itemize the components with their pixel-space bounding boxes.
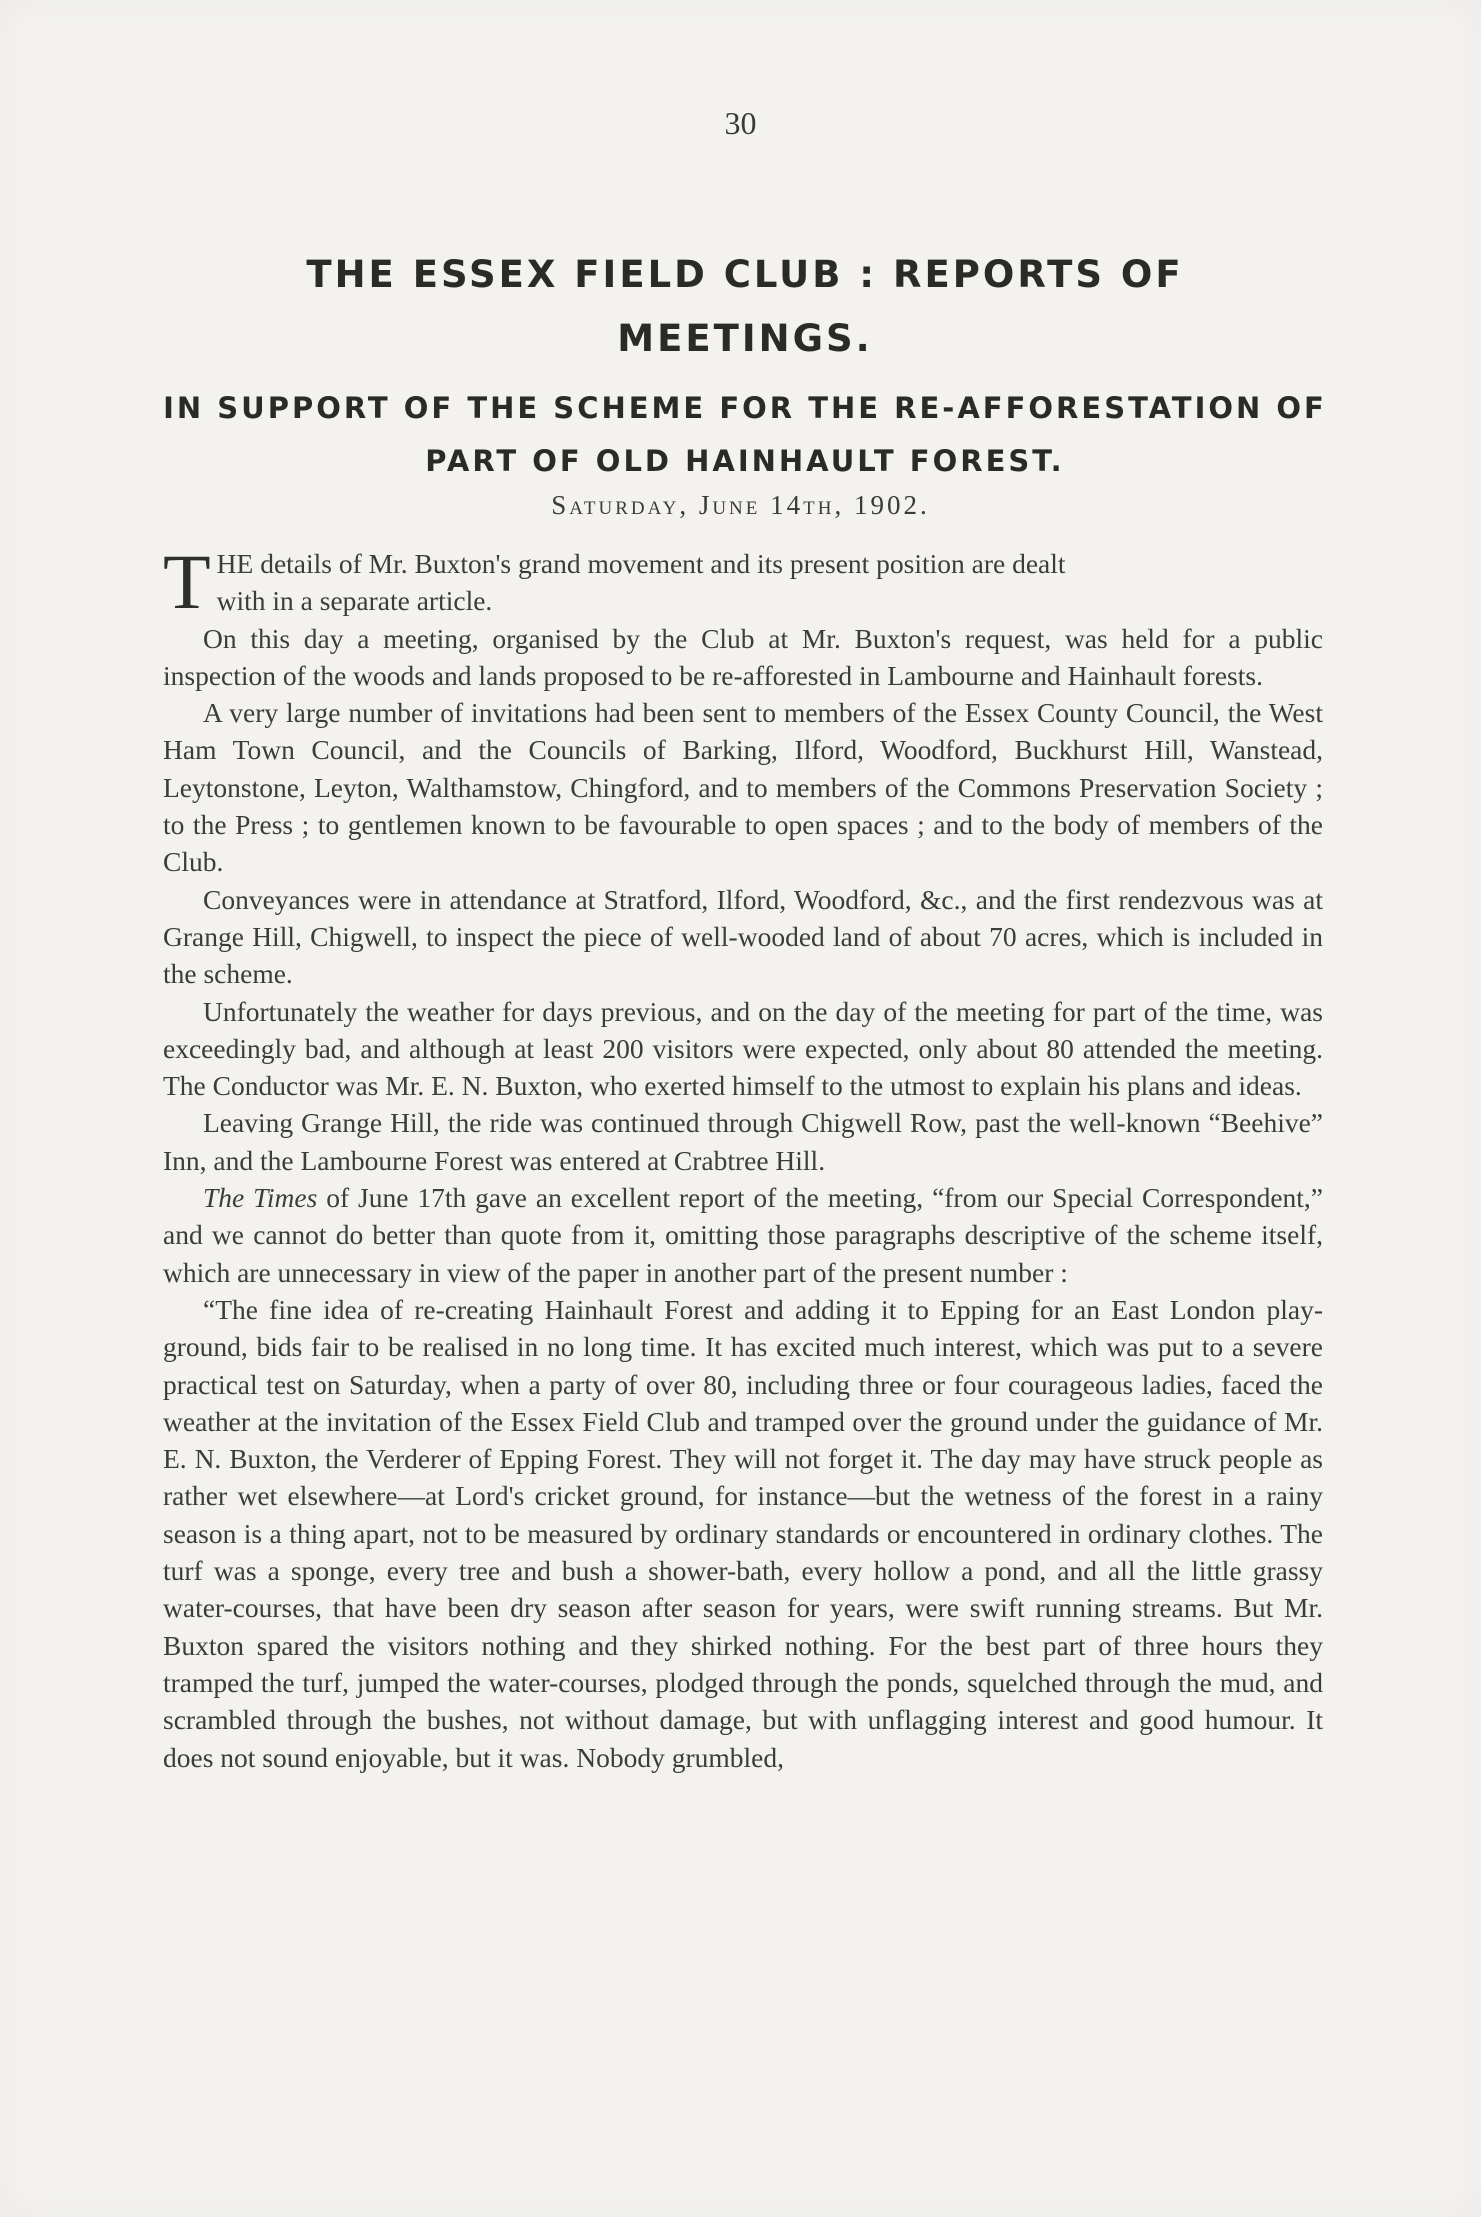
paragraph-8-quote: “The fine idea of re-creating Hainhault Forest and adding it to Epping for an East London play-ground, bids fair to be realised in no long time. It has excited much interest, which was put to a severe practical test on Saturday, when a party of over 80, including three or four courageous ladies, faced the weather at the invitation of the Essex Field Club and tramped over the ground under the guidance of Mr. E. N. Buxton, the Verderer of Epping Forest. They will not forget it. The day may have struck people as rather wet elsewhere—at Lord's cricket ground, for instance—but the wetness of the forest in a rainy season is a thing apart, not to be measured by ordinary standards or encountered in ordinary clothes. The turf was a sponge, every tree and bush a shower-bath, every hollow a pond, and all the little grassy water-courses, that have been dry season after season for years, were swift running streams. But Mr. Buxton spared the visitors nothing and they shirked nothing. For the best part of three hours they tramped the turf, jumped the water-courses, plodged through the ponds, squelched through the mud, and scrambled through the bushes, not without damage, but with unflagging interest and good humour. It does not sound enjoyable, but it was. Nobody grumbled, (163, 1293, 1323, 1773)
section-subtitle: IN SUPPORT OF THE SCHEME FOR THE RE-AFFORESTATION OF PART OF OLD HAINHAULT FOREST. (163, 391, 1327, 478)
paragraph-7-text: of June 17th gave an excellent report of the meeting, “from our Special Correspondent,” and we cannot do better than quote from it, omitting those paragraphs descriptive of the scheme itself, which are unnecessary in view of the paper in another part of the present number : (163, 1182, 1323, 1288)
paragraph-6: Leaving Grange Hill, the ride was continued through Chigwell Row, past the well-known “Beehive” Inn, and the Lambourne Forest was entered at Crabtree Hill. (163, 1107, 1323, 1176)
newspaper-title: The Times (203, 1182, 318, 1214)
paragraph-5: Unfortunately the weather for days previous, and on the day of the meeting for part of the time, was exceedingly bad, and although at least 200 visitors were expected, only about 80 attended the meeting. The Conductor was Mr. E. N. Buxton, who exerted himself to the utmost to explain his plans and ideas. (163, 995, 1323, 1102)
page-title: THE ESSEX FIELD CLUB : REPORTS OF MEETINGS. (306, 253, 1184, 360)
article-body (163, 538, 1323, 1776)
page-number: 30 (724, 105, 757, 141)
paragraph-4: Conveyances were in attendance at Stratford, Ilford, Woodford, &c., and the first rendezvous was at Grange Hill, Chigwell, to inspect the piece of well-wooded land of about 70 acres, which is included in the scheme. (163, 883, 1323, 990)
paragraph-1-line-1: HE details of Mr. Buxton's grand movement and its present position are dealt (216, 548, 1066, 579)
paragraph-3: A very large number of invitations had been sent to members of the Essex County Council, the West Ham Town Council, and the Councils of Barking, Ilford, Woodford, Buckhurst Hill, Wanstead, Leytonstone, Leyton, Walthamstow, Chingford, and to members of the Commons Preservation Society ; to the Press ; to gentlemen known to be favourable to open spaces ; and to the body of members of the Club. (163, 697, 1323, 878)
paragraph-1-line-2: with in a separate article. (216, 585, 493, 617)
drop-cap: T (163, 538, 211, 625)
paragraph-2: On this day a meeting, organised by the Club at Mr. Buxton's request, was held for a public inspection of the woods and lands proposed to be re-afforested in Lambourne and Hainhault forests. (163, 622, 1323, 691)
meeting-date: Saturday, June 14th, 1902. (551, 490, 930, 520)
paragraph-1 (163, 538, 1323, 625)
paragraph-7 (163, 1179, 1323, 1291)
